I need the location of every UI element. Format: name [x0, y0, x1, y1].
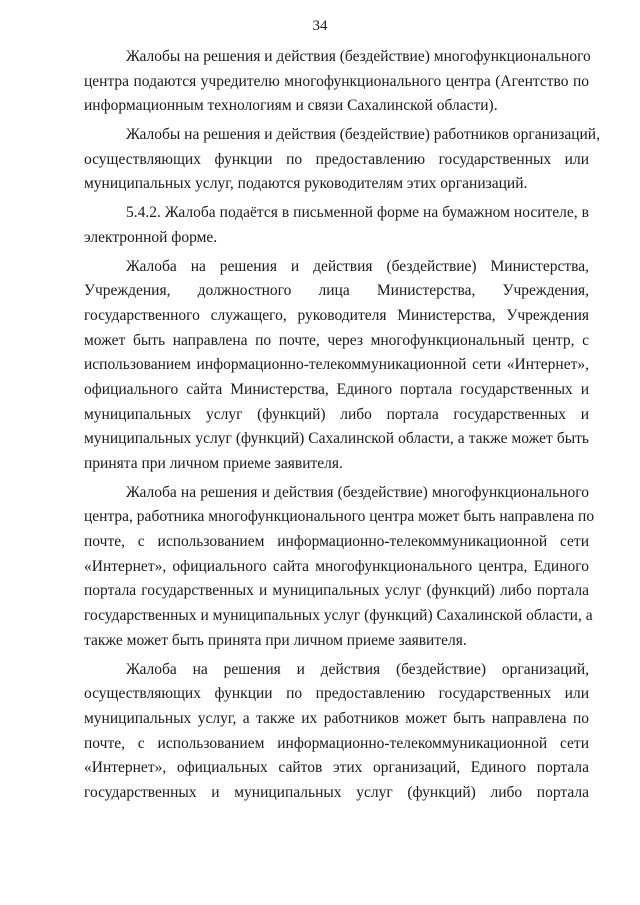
text-line: Жалоба на решения и действия (бездействие) организаций, — [126, 660, 589, 678]
text-line: центра подаются учредителю многофункционального центра (Агентство по — [84, 72, 589, 90]
text-line: «Интернет», официального сайта многофункционального центра, Единого — [84, 557, 589, 575]
text-line: муниципальных услуг, подаются руководителям этих организаций. — [84, 175, 528, 193]
text-line: Жалоба на решения и действия (бездействие) многофункционального — [126, 483, 589, 501]
text-line: осуществляющих функции по предоставлению государственных или — [84, 685, 589, 703]
text-line: центра, работника многофункционального центра может быть направлена по — [84, 508, 595, 526]
text-line: осуществляющих функции по предоставлению государственных или — [84, 150, 589, 168]
text-line: Жалобы на решения и действия (бездействие) работников организаций, — [126, 126, 600, 144]
text-line: электронной форме. — [84, 228, 218, 246]
text-line: также может быть принята при личном приеме заявителя. — [84, 631, 467, 649]
text-line: использованием информационно-телекоммуникационной сети «Интернет», — [84, 356, 589, 374]
text-line: Жалоба на решения и действия (бездействие) Министерства, — [126, 257, 589, 275]
text-line: муниципальных услуг (функций) либо портала государственных и — [84, 405, 589, 423]
paragraph — [84, 481, 595, 654]
text-line: информационным технологиям и связи Сахалинской области). — [84, 97, 498, 115]
text-line: портала государственных и муниципальных услуг (функций) либо портала — [84, 582, 589, 600]
text-line: Учреждения, должностного лица Министерства, Учреждения, — [84, 282, 589, 300]
page-number: 34 — [312, 18, 328, 34]
text-line: официального сайта Министерства, Единого портала государственных и — [84, 380, 589, 398]
text-line: государственного служащего, руководителя Министерства, Учреждения — [84, 306, 589, 324]
paragraph — [84, 658, 589, 806]
text-line: государственных и муниципальных услуг (функций) Сахалинской области, а — [84, 607, 593, 625]
text-line: может быть направлена по почте, через многофункциональный центр, с — [84, 331, 589, 349]
text-line: Жалобы на решения и действия (бездействие) многофункционального — [126, 48, 591, 65]
text-line: принята при личном приеме заявителя. — [84, 455, 343, 472]
document-body — [84, 45, 600, 810]
paragraph — [84, 45, 589, 119]
text-line: государственных и муниципальных услуг (функций) либо портала — [84, 783, 589, 801]
text-line: «Интернет», официальных сайтов этих организаций, Единого портала — [84, 759, 589, 777]
text-line: 5.4.2. Жалоба подаётся в письменной форме на бумажном носителе, в — [126, 204, 589, 222]
text-line: почте, с использованием информационно-телекоммуникационной сети — [84, 734, 589, 752]
text-line: муниципальных услуг (функций) Сахалинской области, а также может быть — [84, 430, 589, 448]
paragraph — [84, 255, 589, 477]
paragraph — [84, 201, 589, 250]
paragraph — [84, 123, 600, 197]
text-line: почте, с использованием информационно-телекоммуникационной сети — [84, 533, 589, 551]
text-line: муниципальных услуг, а также их работников может быть направлена по — [84, 709, 589, 727]
